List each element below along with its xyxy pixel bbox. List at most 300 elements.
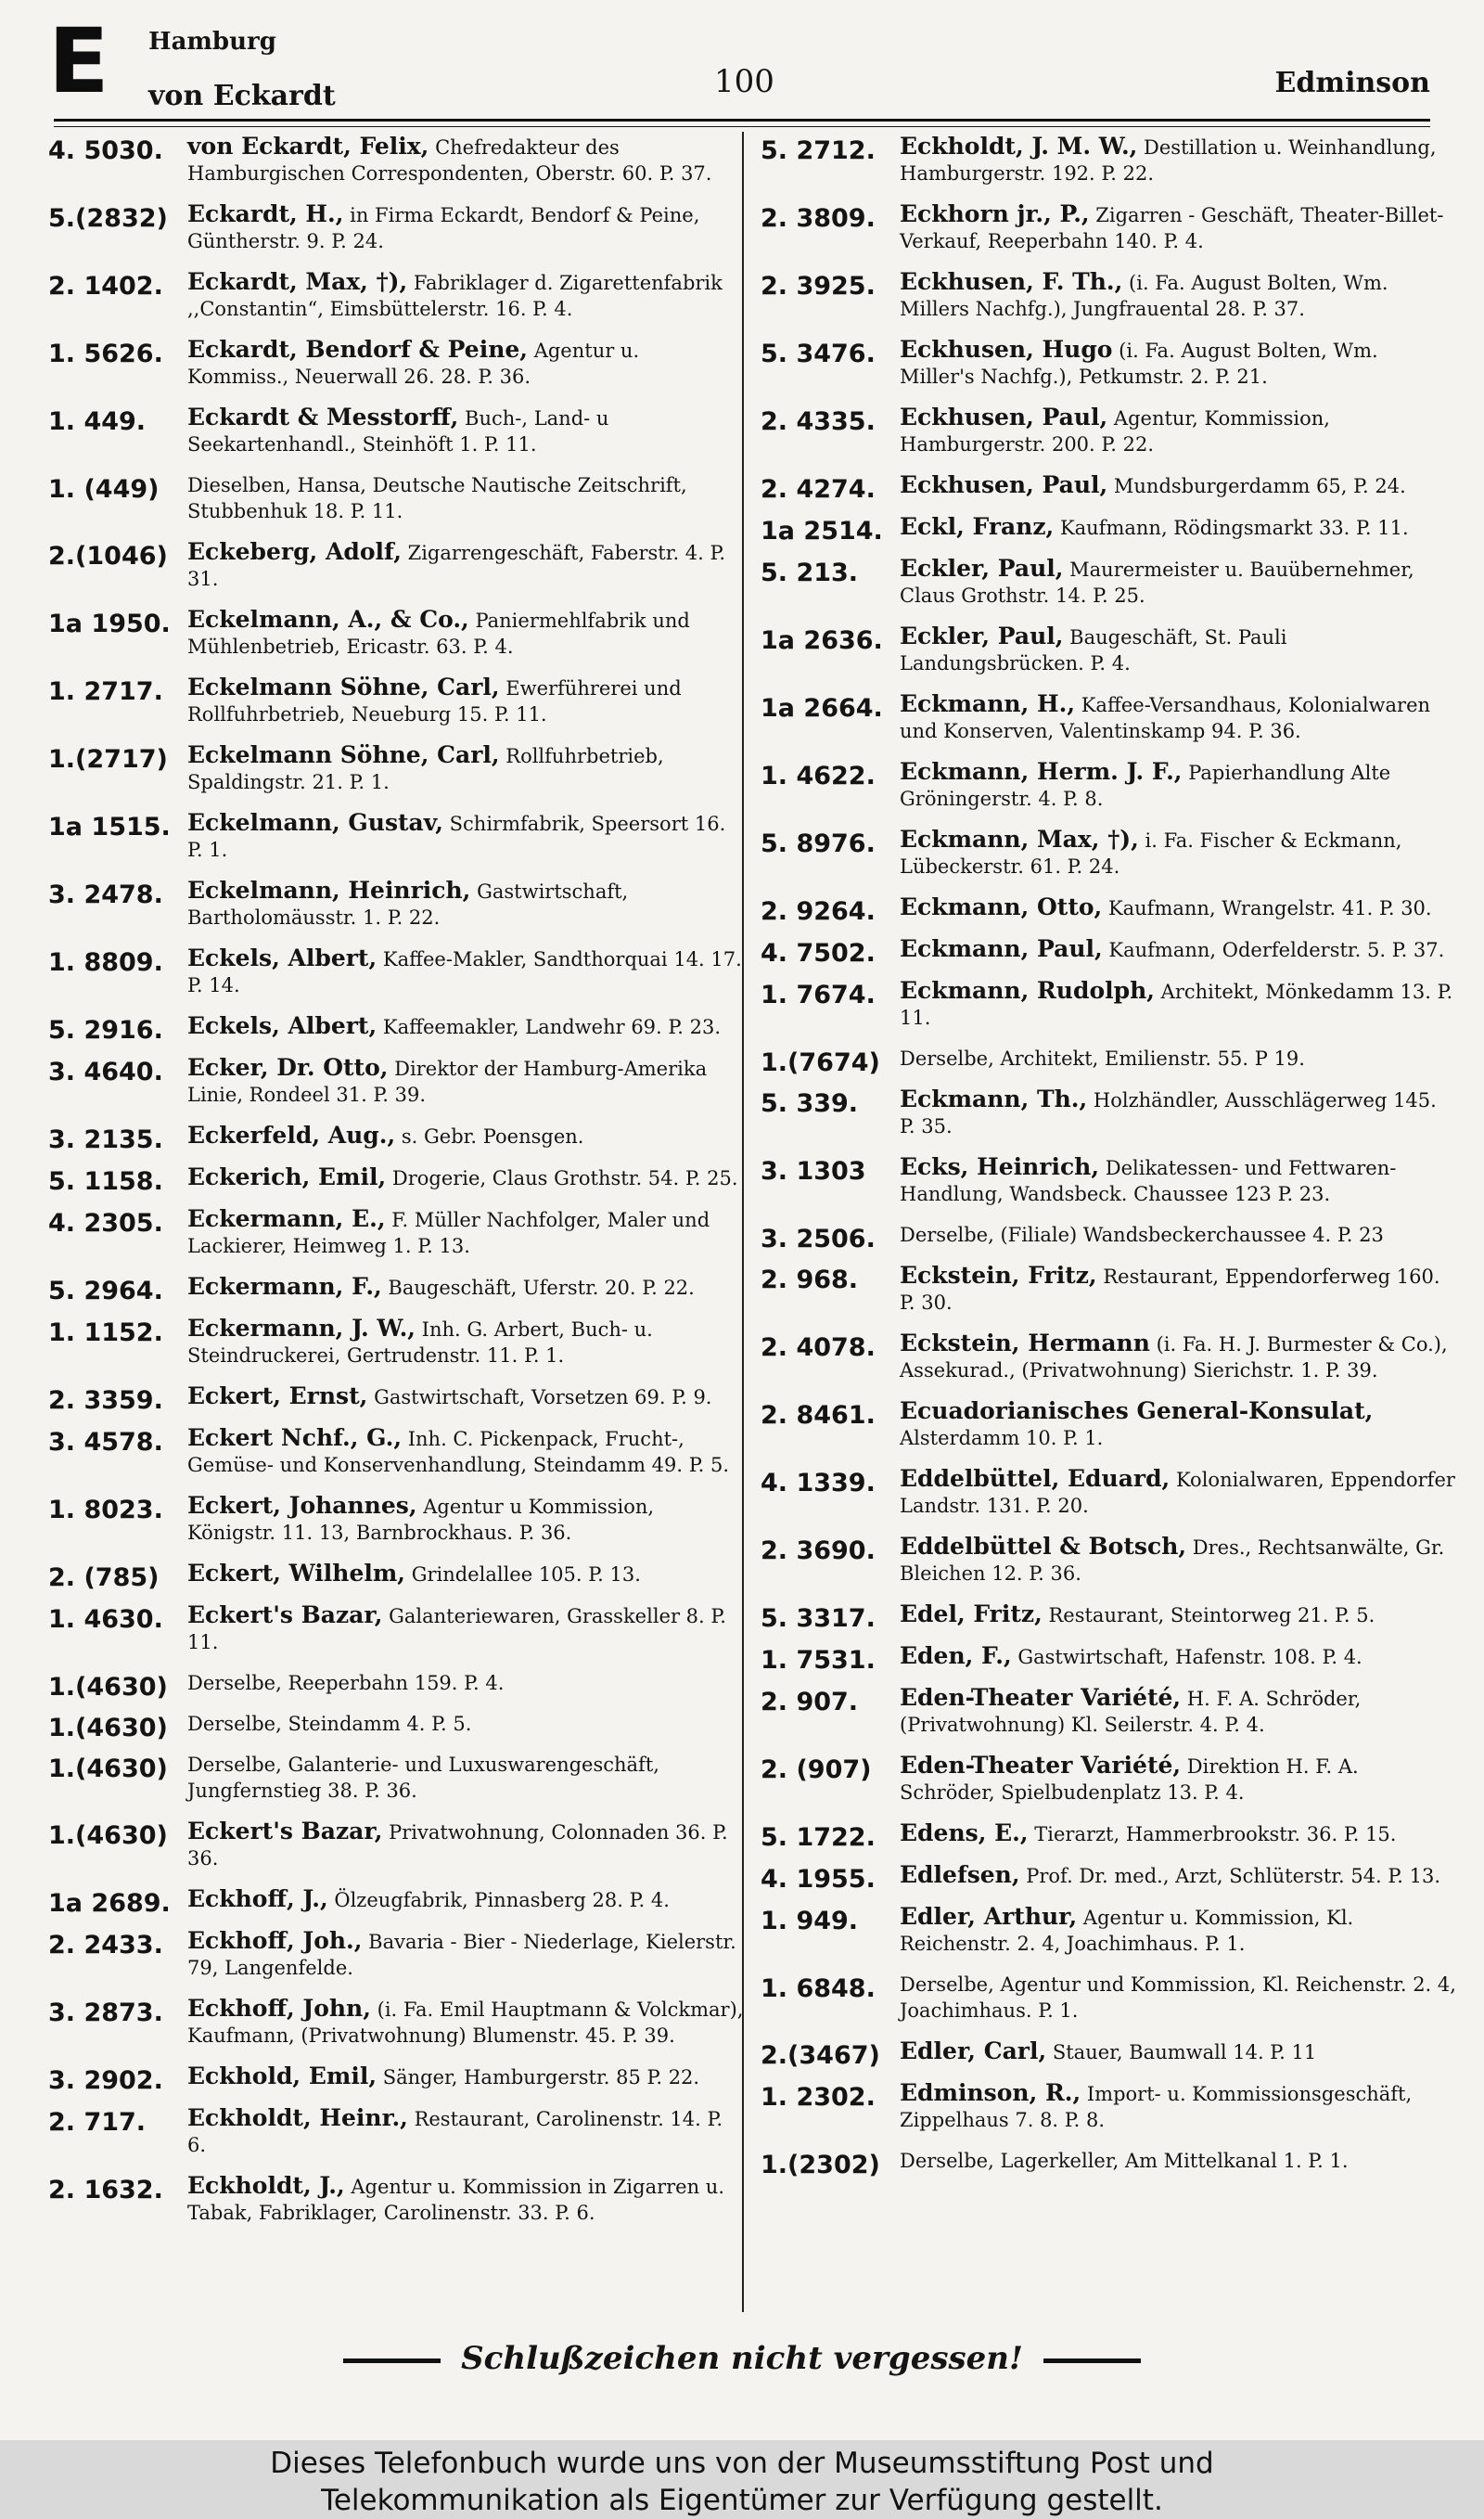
subscriber-name: Eckerfeld, Aug., [187,1122,396,1149]
entry-text [187,878,744,931]
phone-number: 5. 8976. [761,829,876,858]
entry-text [187,1561,744,1587]
directory-entry [48,1670,744,1702]
phone-number: 1. (449) [48,475,160,504]
subscriber-name: Eckert, Johannes, [187,1492,417,1519]
phone-number: 1. 2717. [48,677,163,706]
entry-text [900,1601,1456,1628]
subscriber-name: Eckelmann, A., & Co., [187,606,469,633]
phone-number: 1. 2302. [761,2083,876,2112]
subscriber-details: Prof. Dr. med., Arzt, Schlüterstr. 54. P. 13. [1026,1865,1441,1887]
directory-entry [761,1600,1456,1633]
directory-entry [48,878,744,931]
directory-entry [761,1819,1456,1852]
subscriber-details: Agentur, Kommission, Hamburgerstr. 200. P. 22. [900,407,1330,456]
subscriber-details: Restaurant, Steintorweg 21. P. 5. [1048,1604,1375,1626]
entry-text [187,2105,744,2158]
subscriber-details: Drogerie, Claus Grothstr. 54. P. 25. [391,1167,738,1189]
phone-number: 2. 968. [761,1266,859,1294]
subscriber-name: Edlefsen, [900,1861,1020,1888]
subscriber-name: Eckmann, Herm. J. F., [900,758,1183,785]
directory-entry [48,1012,744,1045]
directory-entry [761,471,1456,504]
subscriber-name: Eden-Theater Variété, [900,1752,1182,1779]
directory-entry [48,201,744,254]
directory-entry [48,1752,744,1804]
directory-entry [48,2173,744,2226]
subscriber-details: Derselbe, Reeperbahn 159. P. 4. [187,1672,505,1694]
subscriber-details: Baugeschäft, St. Pauli Landungsbrücken. P. 4. [900,626,1287,675]
entry-text [900,691,1456,744]
subscriber-details: Kaffee-Makler, Sandthorquai 14. 17. P. 14. [187,948,742,996]
phone-number: 1a 2636. [761,626,883,655]
subscriber-details: Maurermeister u. Bauübernehmer, Claus Grothstr. 14. P. 25. [900,559,1414,607]
subscriber-name: Eckardt, H., [187,200,344,227]
reminder-text: Schlußzeichen nicht vergessen! [461,2340,1023,2377]
phone-number: 1. 449. [48,407,147,436]
entry-text [187,675,744,727]
subscriber-name: Eckels, Albert, [187,945,377,971]
directory-entry [761,935,1456,968]
entry-text [187,945,744,998]
entry-text [900,827,1456,880]
entry-text [900,134,1456,186]
phone-number: 1. 7674. [761,981,876,1009]
phone-number: 1a 1950. [48,610,171,638]
subscriber-details: Agentur u. Kommission, Kl. Reichenstr. 2. 4, Joachimhaus. P. 1. [900,1907,1354,1955]
subscriber-details: (i. Fa. August Bolten, Wm. Miller's Nachfg.), Petkumstr. 2. P. 21. [900,340,1378,388]
subscriber-details: Kolonialwaren, Eppendorfer Landstr. 131. P. 20. [900,1469,1455,1517]
subscriber-name: Eckermann, J. W., [187,1315,416,1342]
entry-text [900,759,1456,812]
subscriber-details: Derselbe, Lagerkeller, Am Mittelkanal 1. P. 1. [900,2150,1349,2172]
directory-entry [48,1055,744,1108]
entry-text [900,1972,1456,2024]
phone-number: 1. 6848. [761,1974,876,2003]
directory-entry [761,2037,1456,2070]
subscriber-name: Eddelbüttel, Eduard, [900,1465,1171,1492]
subscriber-name: Eckholdt, J., [187,2172,345,2199]
subscriber-details: in Firma Eckardt, Bendorf & Peine, Güntherstr. 9. P. 24. [187,204,700,252]
subscriber-name: Eckelmann Söhne, Carl, [187,741,500,768]
subscriber-name: Eden-Theater Variété, [900,1684,1182,1711]
subscriber-details: Privatwohnung, Colonnaden 36. P. 36. [187,1821,728,1870]
phone-number: 2. (785) [48,1563,160,1592]
entry-text [900,1904,1456,1957]
phone-number: 3. 2902. [48,2066,163,2095]
entry-text [187,472,744,524]
phone-number: 2. 3925. [761,272,876,301]
entry-text [187,1206,744,1259]
subscriber-details: Kaufmann, Wrangelstr. 41. P. 30. [1107,897,1432,919]
subscriber-name: Edler, Carl, [900,2037,1047,2064]
entry-text [187,1123,744,1150]
directory-entry [48,1711,744,1742]
phone-number: 1. 5626. [48,340,163,368]
subscriber-details: Sänger, Hamburgerstr. 85 P. 22. [382,2066,700,2088]
phone-number: 4. 1955. [761,1865,876,1894]
phone-number: 4. 1339. [761,1469,876,1497]
directory-entry [48,269,744,322]
subscriber-name: Eckhusen, Paul, [900,471,1108,498]
subscriber-name: Edel, Fritz, [900,1600,1043,1627]
phone-number: 1.(4630) [48,1673,168,1702]
subscriber-details: Ewerführerei und Rollfuhrbetrieb, Neueburg 15. P. 11. [187,677,682,726]
header-city: Hamburg [148,28,276,56]
directory-entry [48,1316,744,1369]
subscriber-details: Import- u. Kommissionsgeschäft, Zippelhaus 7. 8. P. 8. [900,2083,1413,2131]
entry-text [187,269,744,322]
directory-entry [761,1222,1456,1253]
subscriber-details: Derselbe, (Filiale) Wandsbeckerchaussee 4. P. 23 [900,1224,1384,1246]
subscriber-details: Direktion H. F. A. Schröder, Spielbudenplatz 13. P. 4. [900,1755,1359,1804]
subscriber-name: Eckardt, Max, †), [187,268,408,295]
directory-entry [761,1904,1456,1957]
phone-number: 1. 8809. [48,948,163,977]
phone-number: 1. 1152. [48,1318,163,1347]
header-last-entry: Edminson [1274,67,1430,99]
subscriber-details: Gastwirtschaft, Vorsetzen 69. P. 9. [374,1386,712,1408]
subscriber-details: Zigarren - Geschäft, Theater-Billet-Verkauf, Reeperbahn 140. P. 4. [900,204,1444,252]
phone-number: 3. 1303 [761,1157,866,1186]
subscriber-name: Edler, Arthur, [900,1903,1078,1930]
entry-text [900,936,1456,963]
phone-number: 5. 2916. [48,1016,163,1045]
entry-text [187,201,744,254]
phone-number: 2. 907. [761,1688,859,1716]
subscriber-name: Eckmann, Max, †), [900,826,1139,853]
directory-entry [761,1642,1456,1675]
phone-number: 3. 2873. [48,1998,163,2027]
phone-number: 1.(2302) [761,2151,880,2179]
directory-entry [48,742,744,795]
entry-text [187,1996,744,2049]
directory-entry [48,134,744,186]
subscriber-name: Eckstein, Fritz, [900,1262,1097,1289]
entry-text [900,1154,1456,1207]
phone-number: 2. 4335. [761,407,876,436]
subscriber-details: Gastwirtschaft, Bartholomäusstr. 1. P. 22. [187,880,629,929]
directory-entry [761,2080,1456,2133]
directory-entry [48,337,744,390]
subscriber-details: Dres., Rechtsanwälte, Gr. Bleichen 12. P. 36. [900,1536,1445,1585]
directory-entry [48,675,744,727]
directory-entry [761,134,1456,186]
subscriber-details: Grindelallee 105. P. 13. [411,1563,641,1586]
subscriber-name: Eckhusen, Paul, [900,404,1108,431]
page-header [0,0,1484,139]
subscriber-name: Eckl, Franz, [900,513,1055,540]
subscriber-details: Baugeschäft, Uferstr. 20. P. 22. [388,1277,695,1299]
directory-entry [761,1534,1456,1587]
subscriber-details: Kaufmann, Oderfelderstr. 5. P. 37. [1108,939,1445,961]
entry-text [900,514,1456,541]
directory-entry [48,1560,744,1592]
subscriber-details: Restaurant, Carolinenstr. 14. P. 6. [187,2108,723,2156]
directory-entry [761,1398,1456,1451]
directory-entry [48,1493,744,1546]
subscriber-details: Restaurant, Eppendorferweg 160. P. 30. [900,1266,1440,1314]
subscriber-details: Chefredakteur des Hamburgischen Correspondenten, Oberstr. 60. P. 37. [187,136,712,185]
entry-text [187,1602,744,1655]
phone-number: 1.(7674) [761,1048,880,1077]
phone-number: 3. 4640. [48,1058,163,1086]
subscriber-name: Eckhorn jr., P., [900,200,1090,227]
entry-text [187,2173,744,2226]
subscriber-details: F. Müller Nachfolger, Maler und Lackierer, Heimweg 1. P. 13. [187,1209,710,1257]
directory-entry [48,1885,744,1918]
entry-text [900,1643,1456,1670]
directory-entry [761,513,1456,546]
entry-text [187,1819,744,1871]
entry-text [900,269,1456,322]
entry-text [900,623,1456,676]
entry-text [187,1316,744,1369]
subscriber-details: Rollfuhrbetrieb, Spaldingstr. 21. P. 1. [187,745,664,793]
phone-number: 1. 949. [761,1907,859,1935]
entry-text [187,134,744,186]
directory-entry [761,2148,1456,2179]
entry-text [187,1711,744,1737]
subscriber-details: Architekt, Mönkedamm 13. P. 11. [900,981,1453,1029]
directory-entry [761,1263,1456,1316]
subscriber-details: Inh. G. Arbert, Buch- u. Steindruckerei, Gertrudenstr. 11. P. 1. [187,1318,653,1367]
phone-number: 5. 2712. [761,136,876,165]
entry-text [187,1425,744,1478]
subscriber-details: Zigarrengeschäft, Faberstr. 4. P. 31. [187,542,726,590]
entry-text [187,810,744,863]
entry-text [187,1055,744,1108]
directory-entry [761,1861,1456,1894]
phone-number: 2. 2433. [48,1931,163,1960]
entry-text [900,1398,1456,1451]
subscriber-name: Ecks, Heinrich, [900,1153,1100,1180]
directory-entry [761,1086,1456,1139]
subscriber-name: Eckler, Paul, [900,555,1064,582]
directory-entry [761,269,1456,322]
subscriber-name: Eckhold, Emil, [187,2063,377,2089]
directory-entry [48,1602,744,1655]
directory-entry [48,405,744,457]
subscriber-name: Eckermann, E., [187,1205,386,1232]
subscriber-name: Eckert, Ernst, [187,1382,368,1409]
subscriber-details: Tierarzt, Hammerbrookstr. 36. P. 15. [1034,1823,1397,1845]
subscriber-details: Galanteriewaren, Grasskeller 8. P. 11. [187,1605,726,1653]
directory-entry [48,1382,744,1415]
subscriber-name: Ecker, Dr. Otto, [187,1054,389,1081]
directory-entry [48,607,744,660]
directory-entry [48,1819,744,1871]
subscriber-details: Direktor der Hamburg-Amerika Linie, Rondeel 31. P. 39. [187,1058,708,1106]
directory-entry [761,623,1456,676]
section-letter: E [48,9,109,113]
directory-entry [48,1273,744,1305]
entry-text [900,894,1456,921]
entry-text [900,2080,1456,2133]
entry-text [900,405,1456,457]
subscriber-name: Eckmann, Otto, [900,893,1103,920]
entry-text [900,1820,1456,1847]
directory-entry [48,2063,744,2095]
subscriber-name: Eckmann, Rudolph, [900,977,1155,1004]
phone-number: 2. 9264. [761,897,876,926]
subscriber-details: Derselbe, Agentur und Kommission, Kl. Reichenstr. 2. 4, Joachimhaus. P. 1. [900,1973,1456,2022]
entry-text [187,337,744,390]
subscriber-name: Eckert's Bazar, [187,1601,383,1628]
column-divider [742,132,744,2312]
right-column [761,134,1456,2189]
directory-entry [48,810,744,863]
notice-line-1: Dieses Telefonbuch wurde uns von der Museumsstiftung Post und [270,2447,1214,2480]
phone-number: 1.(4630) [48,1821,168,1850]
entry-text [187,1013,744,1040]
phone-number: 2. 8461. [761,1401,876,1430]
phone-number: 4. 2305. [48,1209,163,1238]
subscriber-details: Agentur u. Kommission in Zigarren u. Tabak, Fabriklager, Carolinenstr. 33. P. 6. [187,2176,725,2224]
phone-number: 5. 3317. [761,1604,876,1633]
directory-entry [48,1425,744,1478]
phone-number: 5. 3476. [761,340,876,368]
entry-text [900,1753,1456,1806]
entry-text [187,1886,744,1913]
subscriber-name: Edminson, R., [900,2079,1081,2106]
subscriber-details: Schirmfabrik, Speersort 16. P. 1. [187,813,726,861]
subscriber-name: Eckhusen, F. Th., [900,268,1123,295]
phone-number: 3. 4578. [48,1428,163,1457]
phone-number: 2. 1402. [48,272,163,301]
phone-number: 5. 1722. [761,1823,876,1852]
phone-number: 2. 4078. [761,1333,876,1362]
phone-number: 5.(2832) [48,204,168,233]
phone-number: 4. 7502. [761,939,876,968]
directory-entry [761,1330,1456,1383]
directory-entry [761,827,1456,880]
entry-text [900,2038,1456,2065]
phone-number: 2. (907) [761,1755,872,1784]
phone-number: 1a 2514. [761,517,883,546]
subscriber-details: Destillation u. Weinhandlung, Hamburgerstr. 192. P. 22. [900,136,1437,185]
phone-number: 5. 339. [761,1089,859,1118]
subscriber-details: (i. Fa. Emil Hauptmann & Volckmar), Kaufmann, (Privatwohnung) Blumenstr. 45. P. 39. [187,1998,744,2047]
subscriber-details: Agentur u. Kommiss., Neuerwall 26. 28. P. 36. [187,340,640,388]
subscriber-details: Derselbe, Steindamm 4. P. 5. [187,1713,472,1735]
phone-number: 1a 2689. [48,1889,171,1918]
directory-entry [48,1122,744,1154]
subscriber-details: Bavaria - Bier - Niederlage, Kielerstr. 79, Langenfelde. [187,1931,736,1979]
subscriber-details: Derselbe, Architekt, Emilienstr. 55. P 19. [900,1047,1305,1070]
subscriber-name: Eckels, Albert, [187,1012,377,1039]
directory-entry [48,1163,744,1196]
subscriber-name: Eckelmann Söhne, Carl, [187,674,500,700]
subscriber-name: Eckmann, Paul, [900,935,1103,962]
entry-text [187,1752,744,1804]
directory-entry [761,759,1456,812]
phone-number: 1.(4630) [48,1754,168,1783]
entry-text [900,1534,1456,1587]
subscriber-details: Fabriklager d. Zigarettenfabrik ,,Constantin“, Eimsbüttelerstr. 16. P. 4. [187,272,723,320]
entry-text [187,1274,744,1301]
entry-text [187,607,744,660]
subscriber-name: Eckardt & Messtorff, [187,404,459,431]
entry-text [900,1222,1456,1248]
right-dash [1043,2358,1141,2363]
subscriber-name: Eddelbüttel & Botsch, [900,1533,1187,1560]
subscriber-name: Eckstein, Hermann [900,1330,1150,1356]
phone-number: 1.(4630) [48,1714,168,1742]
entry-text [187,1164,744,1191]
phone-number: 5. 213. [761,559,859,587]
entry-text [187,539,744,592]
directory-entry [761,1753,1456,1806]
subscriber-details: Gastwirtschaft, Hafenstr. 108. P. 4. [1017,1646,1362,1668]
entry-text [900,1330,1456,1383]
ownership-notice [0,2445,1484,2519]
entry-text [900,1466,1456,1519]
phone-number: 2. 4274. [761,475,876,504]
directory-entry [761,556,1456,609]
left-dash [343,2358,441,2363]
directory-entry [761,1046,1456,1077]
phone-number: 2. 3690. [761,1536,876,1565]
phone-number: 3. 2506. [761,1225,876,1253]
subscriber-name: Eckermann, F., [187,1273,382,1300]
directory-entry [48,1996,744,2049]
subscriber-name: Eckelmann, Gustav, [187,809,443,836]
subscriber-details: Derselbe, Galanterie- und Luxuswarengeschäft, Jungfernstieg 38. P. 36. [187,1754,659,1802]
entry-text [900,337,1456,390]
subscriber-name: Edens, E., [900,1819,1029,1846]
subscriber-details: i. Fa. Fischer & Eckmann, Lübeckerstr. 61. P. 24. [900,829,1402,878]
entry-text [187,742,744,795]
directory-entry [761,978,1456,1031]
subscriber-name: Eckholdt, J. M. W., [900,133,1138,160]
reminder-line [0,2340,1484,2377]
entry-text [187,1670,744,1696]
entry-text [900,1046,1456,1072]
entry-text [900,201,1456,254]
subscriber-details: Dieselben, Hansa, Deutsche Nautische Zeitschrift, Stubbenhuk 18. P. 11. [187,474,687,522]
phone-number: 2.(3467) [761,2041,880,2070]
directory-entry [48,1206,744,1259]
phone-number: 2. 3359. [48,1386,163,1415]
directory-entry [48,945,744,998]
entry-text [900,1086,1456,1139]
entry-text [900,472,1456,499]
subscriber-details: (i. Fa. August Bolten, Wm. Millers Nachfg.), Jungfrauental 28. P. 37. [900,272,1388,320]
phone-number: 1.(2717) [48,745,168,774]
subscriber-name: Eckerich, Emil, [187,1163,387,1190]
subscriber-details: Kaufmann, Rödingsmarkt 33. P. 11. [1059,517,1409,539]
subscriber-name: Eckardt, Bendorf & Peine, [187,336,528,363]
entry-text [187,1928,744,1981]
header-rule-thin [54,126,1430,127]
subscriber-details: Mundsburgerdamm 65, P. 24. [1113,475,1406,497]
subscriber-name: Ecuadorianisches General-Konsulat, [900,1397,1374,1424]
directory-entry [761,337,1456,390]
subscriber-details: Agentur u Kommission, Königstr. 11. 13, Barnbrockhaus. P. 36. [187,1496,655,1544]
directory-entry [761,1154,1456,1207]
directory-entry [48,1928,744,1981]
entry-text [900,1263,1456,1316]
directory-entry [761,201,1456,254]
subscriber-details: Paniermehlfabrik und Mühlenbetrieb, Ericastr. 63. P. 4. [187,610,690,658]
subscriber-details: Kaffee-Versandhaus, Kolonialwaren und Konserven, Valentinskamp 94. P. 36. [900,694,1431,742]
subscriber-details: Ölzeugfabrik, Pinnasberg 28. P. 4. [334,1889,670,1911]
phone-number: 1a 1515. [48,813,171,842]
phone-number: 3. 2135. [48,1125,163,1154]
subscriber-details: Stauer, Baumwall 14. P. 11 [1052,2041,1317,2063]
subscriber-name: Eckmann, H., [900,690,1076,717]
